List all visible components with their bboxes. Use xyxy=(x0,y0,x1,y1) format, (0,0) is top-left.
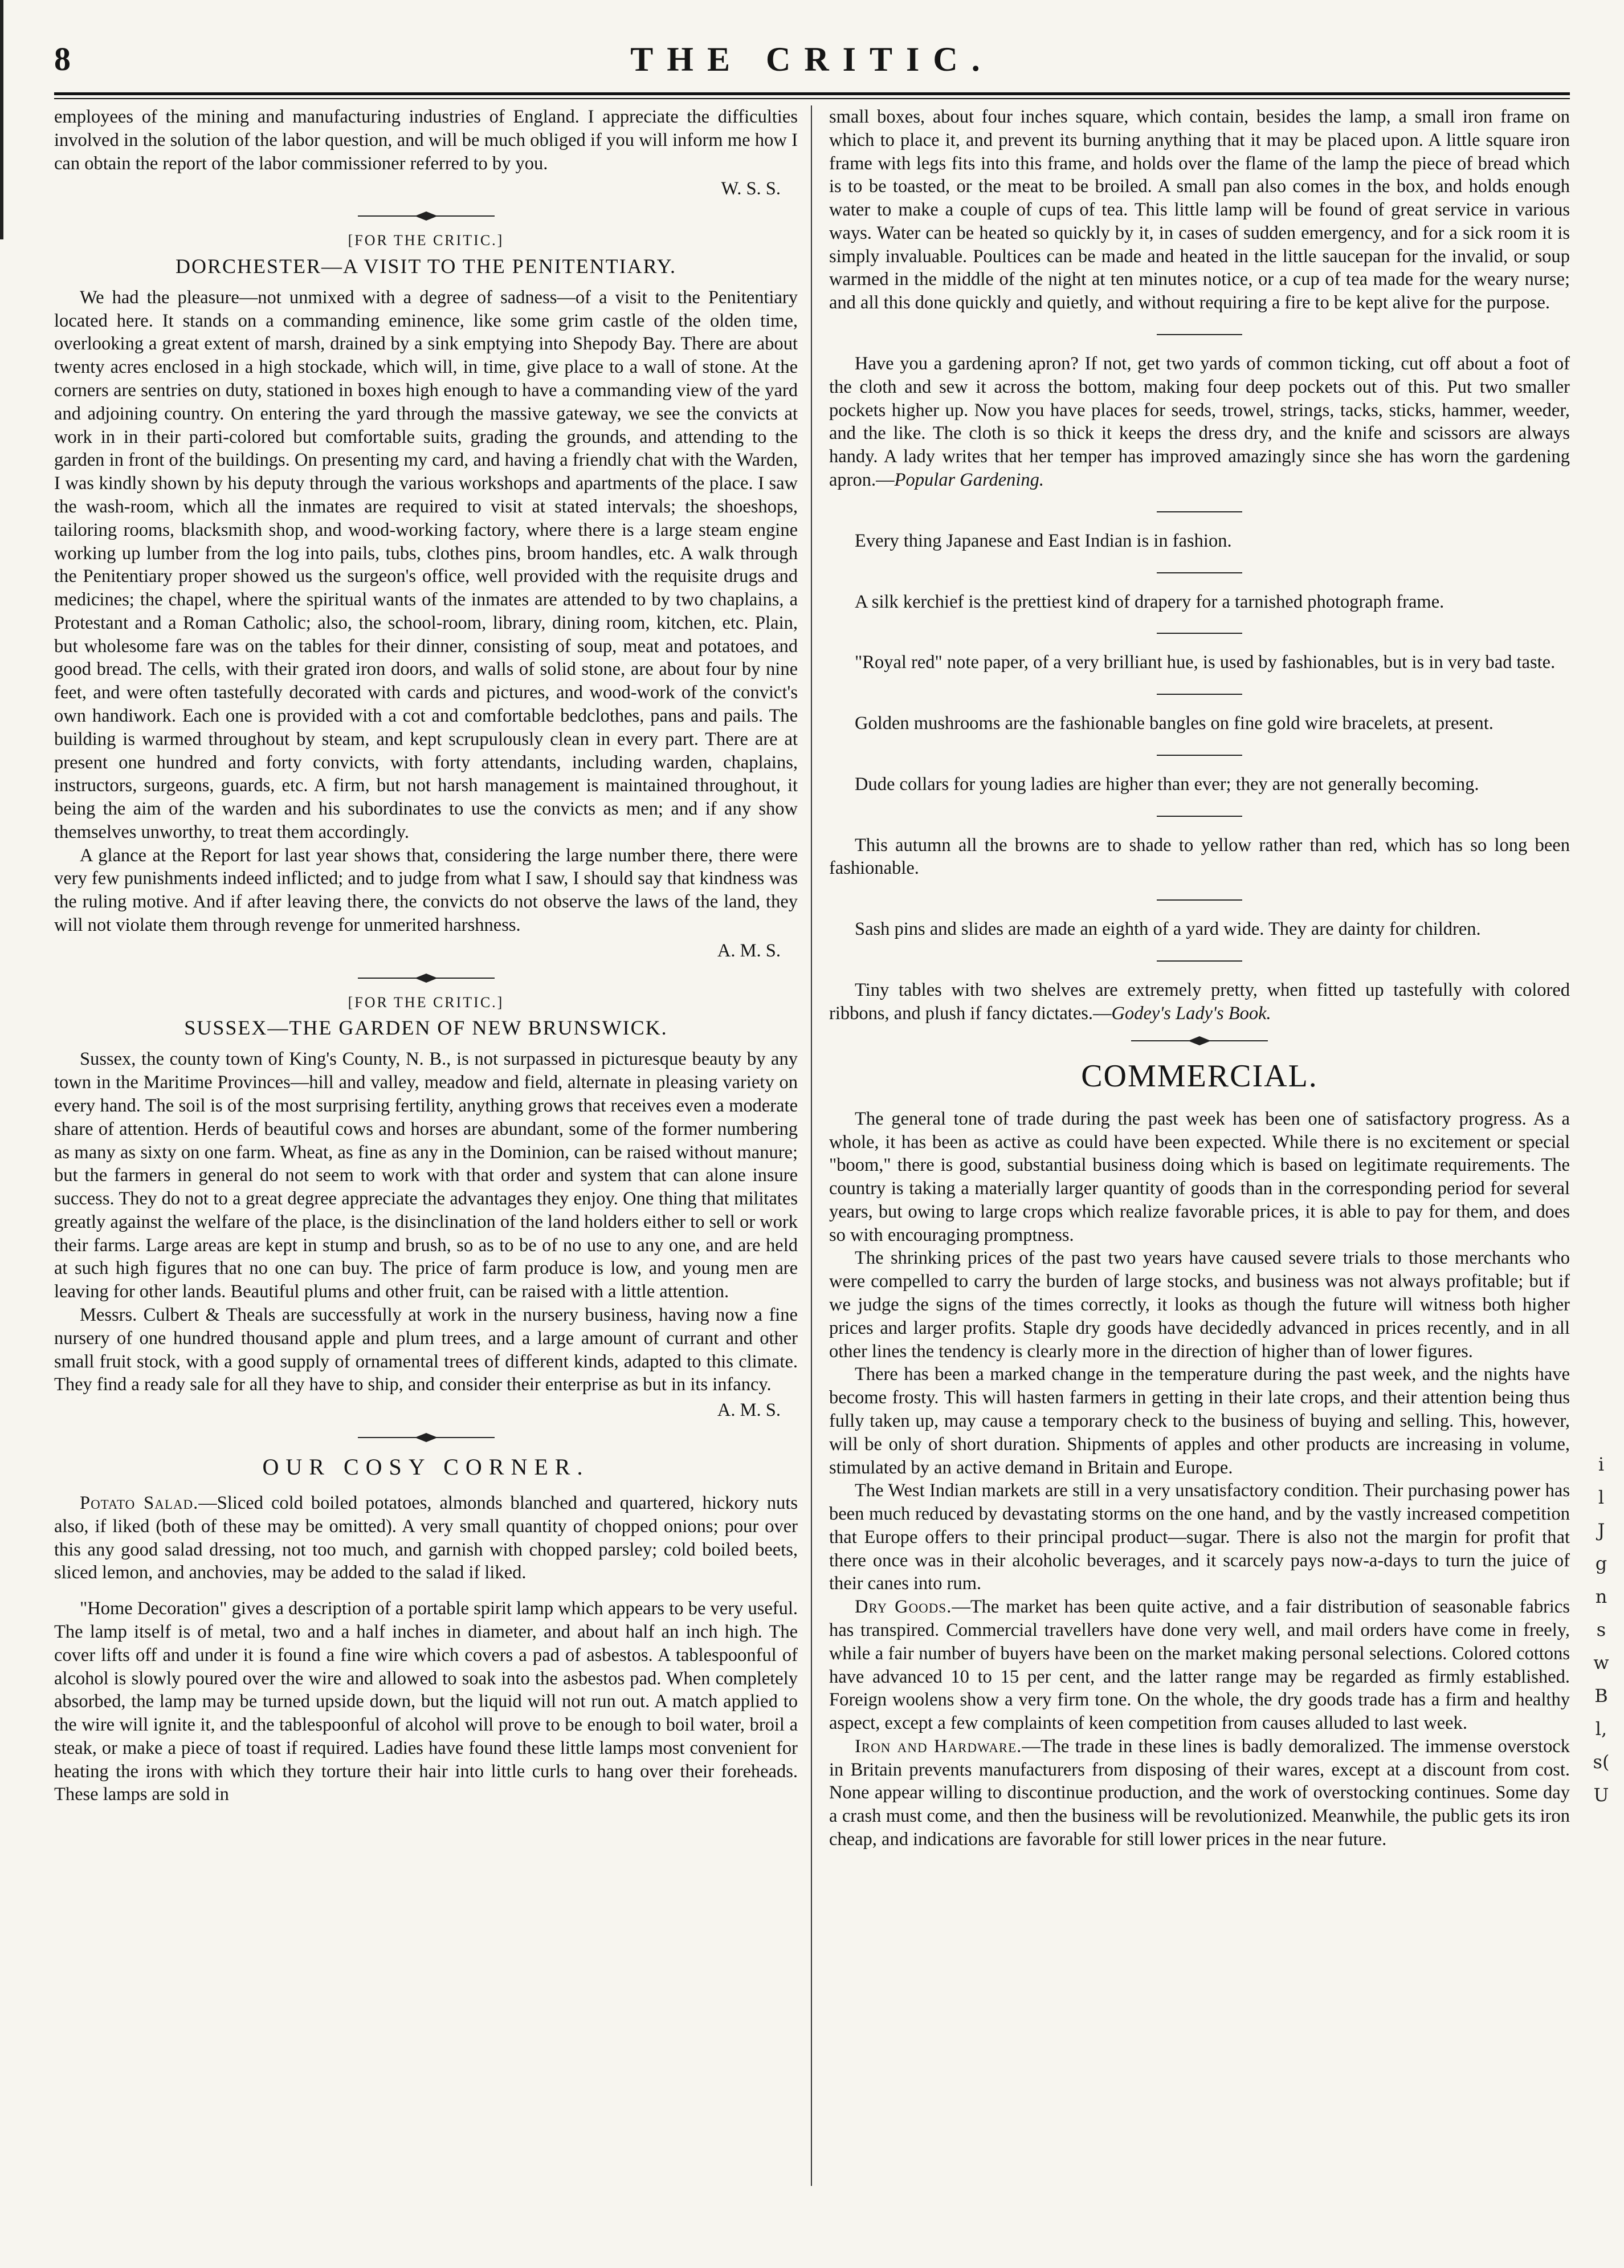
margin-char: w xyxy=(1593,1652,1609,1673)
section-title-commercial: COMMERCIAL. xyxy=(1081,1058,1318,1094)
column-divider xyxy=(811,105,812,2186)
margin-char: g xyxy=(1595,1553,1607,1574)
margin-char: J xyxy=(1597,1520,1605,1541)
article-paragraph: We had the pleasure—not unmixed with a degree of sadness—of a visit to the Penitentiary located here. It stands on a commanding eminence, like some grim castle of the olden time, overlooking a great extent of marsh, drained by a sink emptying into Shepody Bay. There are about twenty acres enclosed in a high stockade, which will, in time, give place to a wall of stone. At the corners are sentries on duty, stationed in boxes high enough to have a commanding view of the yard and adjoining country. On entering the yard through the massive gateway, we see the convicts at work in in their parti-colored but comfortable suits, grading the grounds, and attending to the garden in front of the buildings. On presenting my card, and having a friendly chat with the Warden, I was kindly shown by his deputy through the various workshops and apartments of the place. I saw the wash-room, which all the inmates are required to visit at stated intervals; the shoeshops, tailoring rooms, blacksmith shop, and wood-working factory, where there is a large steam engine working up lumber from the log into pails, tubs, clothes pins, broom handles, etc. A walk through the Penitentiary proper showed us the surgeon's office, well provided with the requisite drugs and medicines; the chapel, where the spiritual wants of the inmates are attended to by two chaplains, a Protestant and a Roman Catholic; also, the school-room, library, dining room, kitchen, etc. Plain, but wholesome fare was on the tables for their dinner, consisting of soup, meat and potatoes, and good bread. The cells, with their grated iron doors, and walls of solid stone, are about four by nine feet, and were often tastefully decorated with cards and pictures, and wood-work of the convict's own handiwork. Each one is provided with a cot and comfortable bedclothes, pans and pails. The building is warmed throughout by steam, and kept scrupulously clean in every part. There are at present one hundred and forty convicts, with forty attendants, including warden, chaplains, instructors, surgeons, guards, etc. A firm, but not harsh management is maintained throughout, it being the aim of the warden and his subordinates to use the convicts as men; and if any show themselves unworthy, to treat them accordingly. xyxy=(54,287,798,842)
ornament-divider xyxy=(1131,1036,1268,1046)
margin-char: n xyxy=(1595,1586,1607,1607)
commercial-paragraph xyxy=(829,1595,1570,1735)
recipe-text: —Sliced cold boiled potatoes, almonds blanched and quartered, hickory nuts also, if liked (both of these may be omitted). A very small quantity of chopped onions; pour over this any good salad dressing, not too much, and garnish with chopped parsley; cold boiled beets, sliced lemon, and anchovies, may be added to the salad if liked. xyxy=(54,1493,798,1583)
article-title-dorchester: DORCHESTER—A VISIT TO THE PENITENTIARY. xyxy=(175,254,677,278)
page-number: 8 xyxy=(54,40,71,78)
letter-paragraph: employees of the mining and manufacturing industries of England. I appreciate the difficulties involved in the solution of the labor question, and will be much obliged if you will inform me how I can obtain the report of the labor commissioner referred to by you. xyxy=(54,107,798,174)
short-rule xyxy=(1157,816,1242,817)
masthead-title: THE CRITIC. xyxy=(630,40,994,78)
left-column xyxy=(54,105,798,1806)
margin-char: U xyxy=(1593,1784,1609,1806)
bleed-margin-characters xyxy=(1590,1448,1613,1811)
commercial-lead: Iron and Hardware. xyxy=(855,1736,1022,1757)
article-paragraph: small boxes, about four inches square, which contain, besides the lamp, a small iron frame on which to place it, and prevent its burning anything that it may be placed upon. A little square iron frame with legs fits into this frame, and holds over the flame of the lamp the piece of bread which is to be toasted, or the meat to be broiled. A small pan also comes in the box, and holds enough water to make a couple of cups of tea. This little lamp will be found of great service in various ways. Water can be heated so quickly by it, in cases of sudden emergency, and for a sick room it is simply invaluable. Poultices can be made and heated in the little saucepan for the invalid, or soup warmed in the middle of the night at ten minutes notice, or a cup of tea made for the weary nurse; and all this done quickly and quietly, and without requiring a fire to be kept alive for the purpose. xyxy=(829,107,1570,313)
ornament-divider xyxy=(358,211,495,221)
letter-signature: W. S. S. xyxy=(721,178,781,199)
note-paragraph: Sash pins and slides are made an eighth of a yard wide. They are dainty for children. xyxy=(855,919,1481,940)
commercial-text: —The market has been quite active, and a fair distribution of seasonable fabrics has transpired. Commercial travellers have done very well, and mail orders have come in freely, while a fair number of buyers have been on the market making personal selections. Colored cottons have advanced 10 to 15 per cent, and the latter range may be regarded as firmly established. Foreign woolens show a very firm tone. On the whole, the dry goods trade has a firm and healthy aspect, except a few complaints of keen competition from causes alluded to last week. xyxy=(829,1597,1570,1734)
article-paragraph: Sussex, the county town of King's County, N. B., is not surpassed in picturesque beauty by any town in the Maritime Provinces—hill and valley, meadow and field, alternate in pleasing variety on every hand. The soil is of the most surprising fertility, anything grows that receives even a moderate share of attention. Herds of beautiful cows and horses are abundant, some of the former numbering as many as sixty on one farm. Wheat, as fine as any in the Dominion, can be raised without manure; but the farmers in general do not seem to work with that order and system that can alone insure success. They do not to a great degree appreciate the advantages they enjoy. One thing that militates greatly against the welfare of the place, is the disinclination of the land holders either to sell or work their farms. Large areas are kept in stump and brush, so as to be of no use to any one, and are held at such high figures that no one can buy. The price of farm produce is low, and young men are leaving for other lands. Beautiful plums and other fruit, can be raised with a little attention. xyxy=(54,1049,798,1302)
page-edge-shadow xyxy=(0,0,3,239)
article-paragraph: Messrs. Culbert & Theals are successfully at work in the nursery business, having now a fine nursery of one hundred thousand apple and plum trees, and a large amount of currant and other small fruit stock, with a good supply of ornamental trees of different kinds, adapted to this climate. They find a ready sale for all they have to ship, and consider their enterprise as but in its infancy. xyxy=(54,1304,798,1395)
margin-char: l xyxy=(1598,1487,1605,1508)
margin-char: s xyxy=(1596,1619,1606,1640)
note-paragraph: Have you a gardening apron? If not, get two yards of common ticking, cut off about a foot of the cloth and sew it across the bottom, making four deep pockets out of this. Put two smaller pockets higher up. Now you have places for seeds, trowel, strings, tacks, sticks, hammer, weeder, and the like. The cloth is so thick it keeps the dress dry, and the knife and scissors are always handy. A lady writes that her temper has improved amazingly since she has worn the gardening apron.—Popular Gardening. xyxy=(829,353,1570,490)
note-source: Popular Gardening. xyxy=(894,469,1044,490)
margin-char: l, xyxy=(1595,1718,1607,1740)
note-source: Godey's Lady's Book. xyxy=(1111,1003,1271,1024)
ornament-divider xyxy=(358,1432,495,1443)
section-title-cosy-corner: OUR COSY CORNER. xyxy=(262,1453,590,1480)
short-rule xyxy=(1157,755,1242,756)
margin-char: B xyxy=(1594,1685,1608,1707)
article-signature: A. M. S. xyxy=(717,940,781,961)
commercial-paragraph: There has been a marked change in the temperature during the past week, and the nights have become frosty. This will hasten farmers in getting in their late crops, and their attention being thus fully taken up, may cause a temporary check to the business of buying and selling. This, however, will be only of short duration. Shipments of apples and other products are increasing in volume, stimulated by an active demand in Britain and Europe. xyxy=(829,1364,1570,1478)
note-paragraph: Golden mushrooms are the fashionable bangles on fine gold wire bracelets, at present. xyxy=(855,713,1494,734)
note-paragraph: A silk kerchief is the prettiest kind of drapery for a tarnished photograph frame. xyxy=(855,591,1445,612)
header-rule-thin xyxy=(54,98,1570,99)
article-title-sussex: SUSSEX—THE GARDEN OF NEW BRUNSWICK. xyxy=(184,1016,668,1040)
short-rule xyxy=(1157,899,1242,901)
page-header xyxy=(54,40,1570,88)
right-column xyxy=(829,105,1570,1851)
commercial-paragraph: The general tone of trade during the past week has been one of satisfactory progress. As a whole, it has been as active as could have been expected. While there is no excitement or special "boom," there is good, substantial business doing which is based on legitimate requirements. The country is taking a materially larger quantity of goods than in the corresponding period for several years, but owing to large crops which realize favorable prices, it is able to pay for them, and does so with encouraging promptness. xyxy=(829,1108,1570,1245)
short-rule xyxy=(1157,511,1242,512)
article-credit: [FOR THE CRITIC.] xyxy=(348,993,504,1011)
commercial-text: —The trade in these lines is badly demoralized. The immense overstock in Britain prevents manufacturers from disposing of their wares, except at a discount from cost. None appear willing to discontinue production, and the work of overstocking continues. Some day a crash must come, and then the business will be revolutionized. Meanwhile, the public gets its iron cheap, and indications are favorable for still lower prices in the near future. xyxy=(829,1736,1570,1850)
margin-char: s( xyxy=(1593,1751,1610,1773)
article-paragraph: A glance at the Report for last year shows that, considering the large number there, there were very few punishments indeed inflicted; and to judge from what I saw, I should say that kindness was the ruling motive. And if after leaving there, the convicts do not observe the laws of the land, they will not violate them through revenge for unmerited harshness. xyxy=(54,845,798,936)
header-rule-thick xyxy=(54,92,1570,95)
ornament-divider xyxy=(358,973,495,983)
short-rule xyxy=(1157,694,1242,695)
note-paragraph: This autumn all the browns are to shade to yellow rather than red, which has so long been fashionable. xyxy=(829,834,1570,879)
article-credit: [FOR THE CRITIC.] xyxy=(348,232,504,249)
note-paragraph: Tiny tables with two shelves are extremely pretty, when fitted up tastefully with colored ribbons, and plush if fancy dictates.—Godey's Lady's Book. xyxy=(829,979,1570,1024)
note-paragraph: "Royal red" note paper, of a very brilliant hue, is used by fashionables, but is in very bad taste. xyxy=(855,652,1556,673)
margin-char: i xyxy=(1598,1453,1605,1475)
commercial-paragraph xyxy=(829,1735,1570,1851)
commercial-paragraph: The West Indian markets are still in a very unsatisfactory condition. Their purchasing power has been much reduced by devastating storms on the one hand, and by the vastly increased competition that Europe offers to their principal product—sugar. There is also not the margin for profit that there once was in their alcoholic beverages, and it scarcely pays now-a-days to turn the juice of their canes into rum. xyxy=(829,1480,1570,1594)
note-text: Tiny tables with two shelves are extremely pretty, when fitted up tastefully with colored ribbons, and plush if fancy dictates. xyxy=(829,979,1570,1024)
note-paragraph: Dude collars for young ladies are higher than ever; they are not generally becoming. xyxy=(855,773,1479,795)
article-paragraph: "Home Decoration" gives a description of a portable spirit lamp which appears to be very useful. The lamp itself is of metal, two and a half inches in diameter, and about half an inch high. The cover lifts off and under it is found a fine wire which covers a pad of asbestos. A tablespoonful of alcohol is slowly poured over the wire and allowed to soak into the asbestos pad. When completely absorbed, the lamp may be turned upside down, but the liquid will not run out. A match applied to the wire will ignite it, and the tablespoonful of alcohol will prove to be enough to boil water, broil a steak, or make a piece of toast if required. Ladies have found these little lamps most convenient for heating the irons with which they torture their hair into little curls to hang over their foreheads. These lamps are sold in xyxy=(54,1598,798,1805)
commercial-paragraph: The shrinking prices of the past two years have caused severe trials to those merchants who were compelled to carry the burden of large stocks, and business was not always profitable; but if we judge the signs of the times correctly, it looks as though the future will witness both higher prices and larger profits. Staple dry goods have decidedly advanced in prices recently, and in all other lines the tendency is clearly more in the direction of higher than of lower figures. xyxy=(829,1248,1570,1362)
note-paragraph: Every thing Japanese and East Indian is in fashion. xyxy=(855,530,1232,551)
commercial-lead: Dry Goods. xyxy=(855,1597,952,1618)
short-rule xyxy=(1157,960,1242,962)
recipe-lead: Potato Salad. xyxy=(80,1493,199,1514)
short-rule xyxy=(1157,633,1242,634)
recipe-paragraph xyxy=(54,1492,798,1585)
short-rule xyxy=(1157,334,1242,335)
short-rule xyxy=(1157,572,1242,573)
article-signature: A. M. S. xyxy=(717,1400,781,1421)
note-text: Have you a gardening apron? If not, get two yards of common ticking, cut off about a foot of the cloth and sew it across the bottom, making four deep pockets out of this. Put two smaller pockets higher up. Now you have places for seeds, trowel, strings, tacks, sticks, hammer, weeder, and the like. The cloth is so thick it keeps the dress dry, and the knife and scissors are always handy. A lady writes that her temper has improved amazingly since she has worn the gardening apron. xyxy=(829,353,1570,490)
